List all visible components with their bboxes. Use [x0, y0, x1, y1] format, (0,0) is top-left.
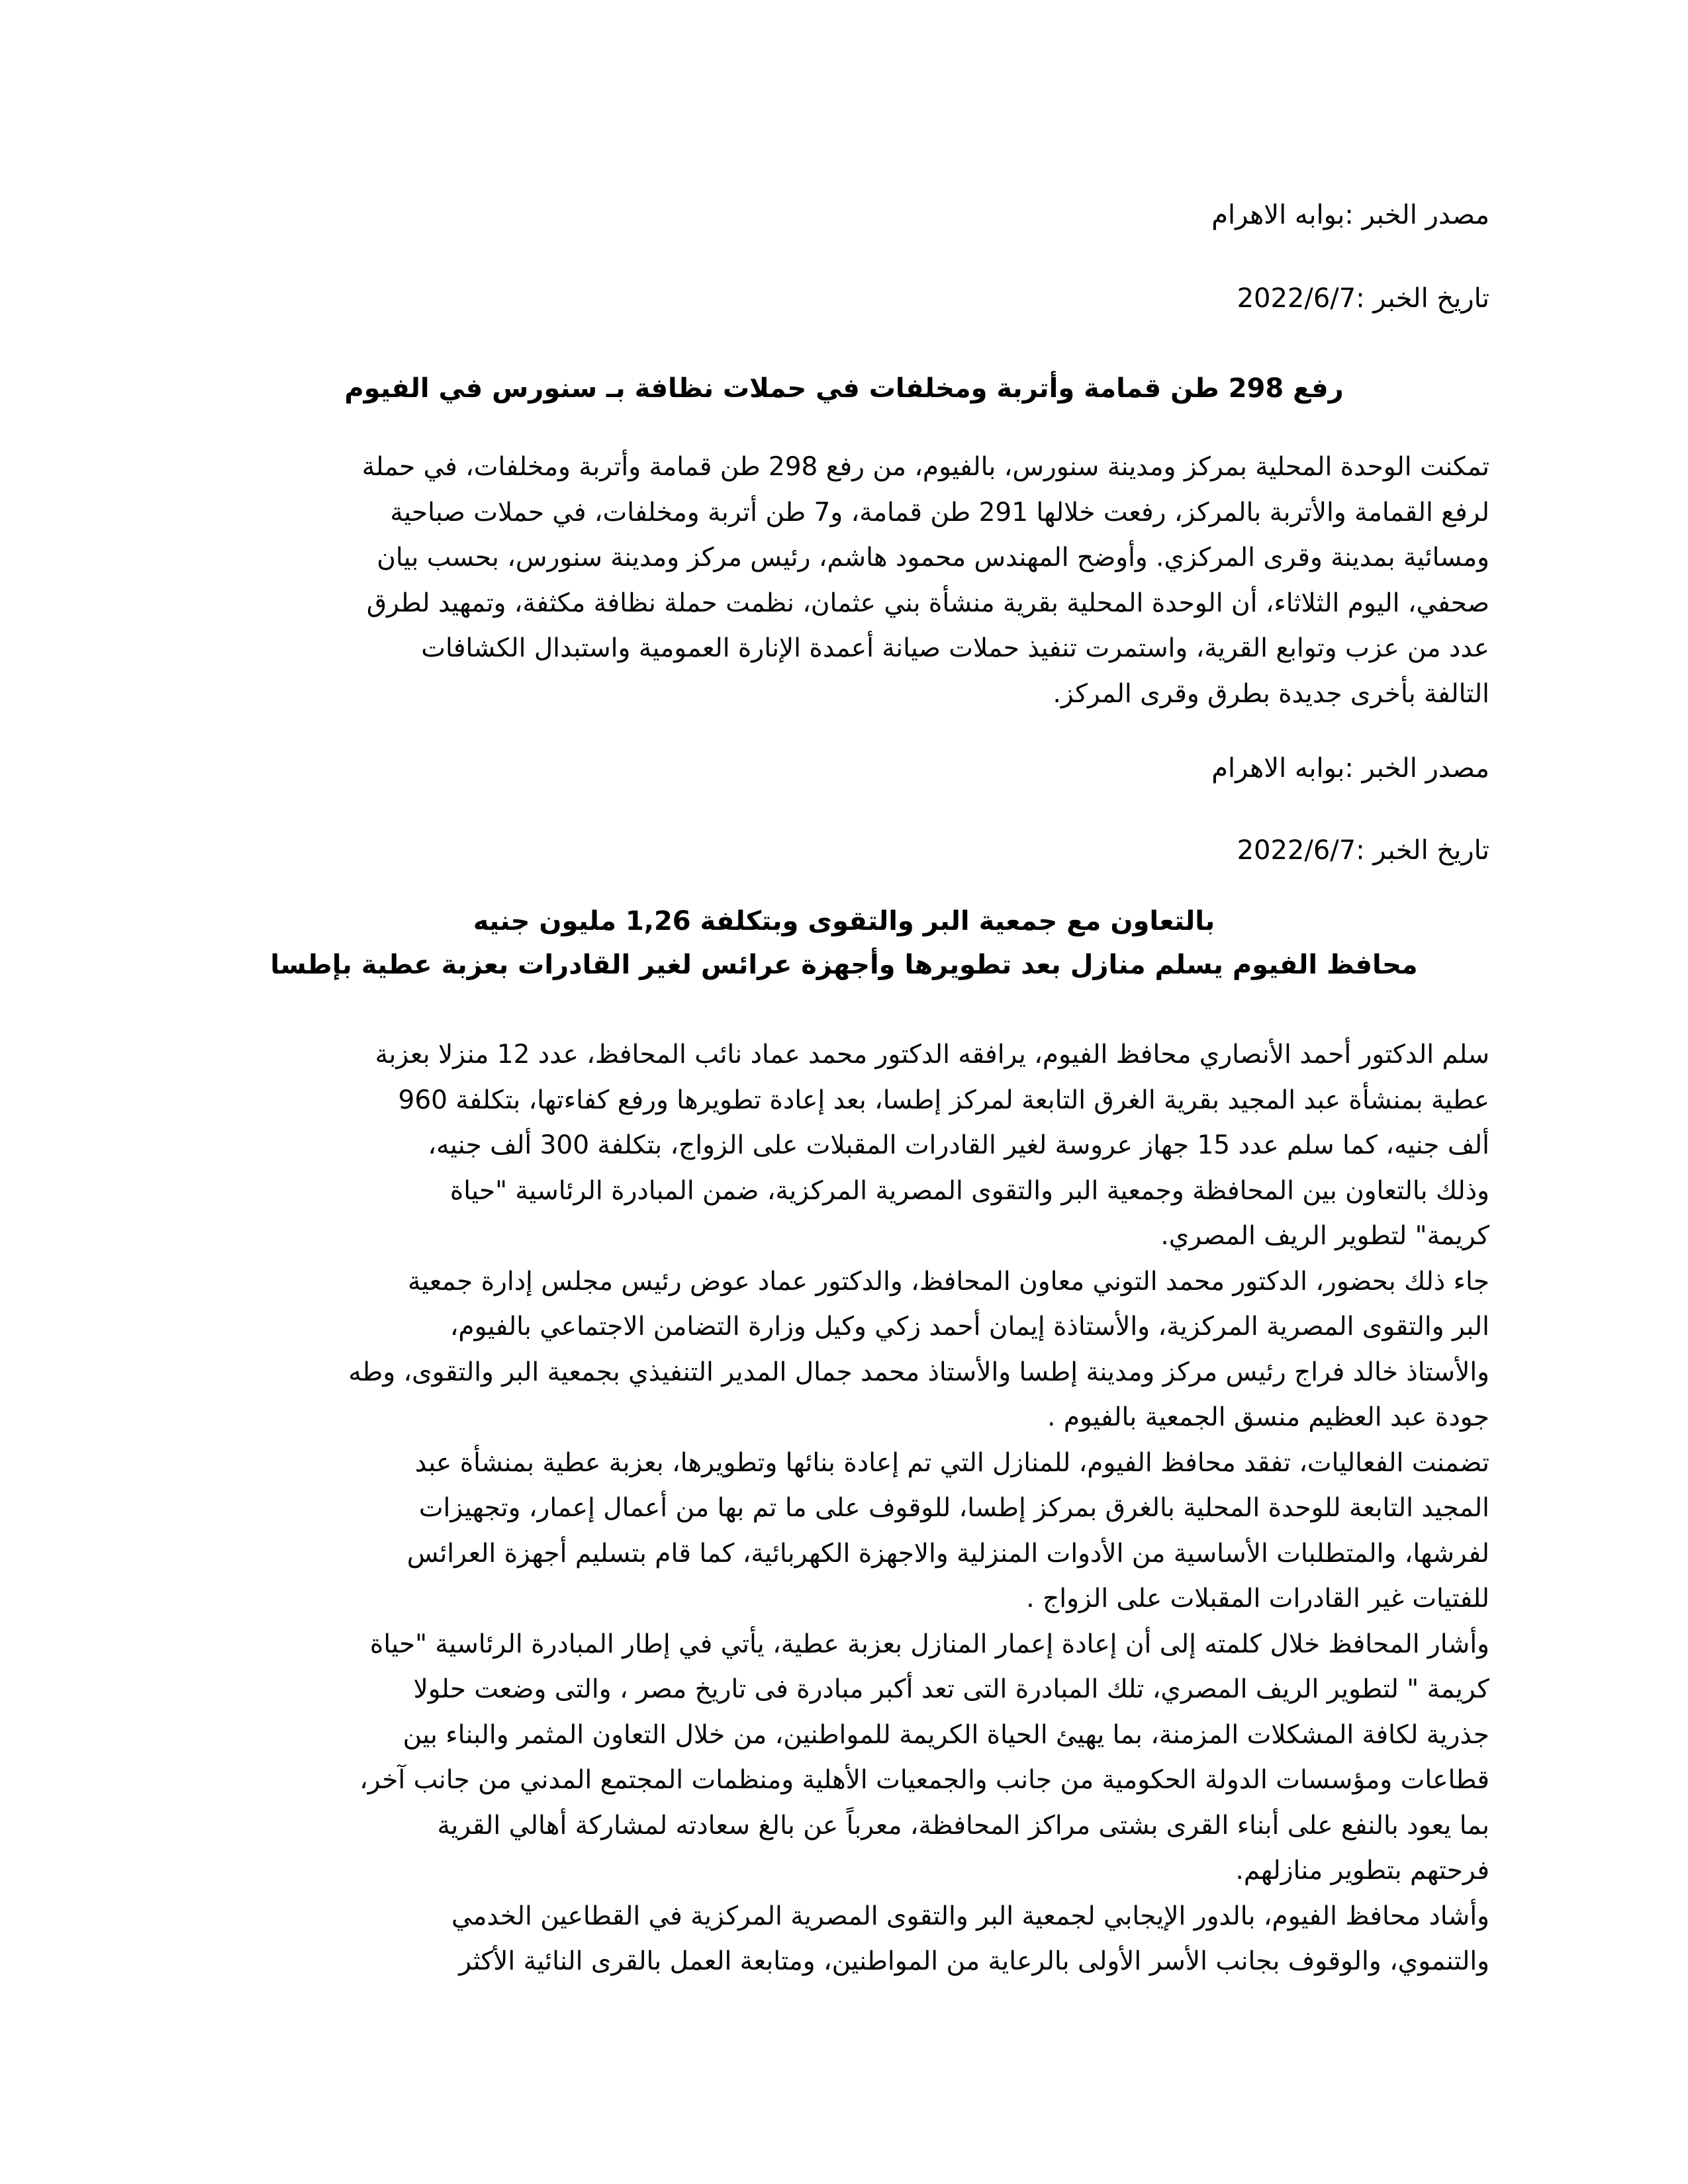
news-date: تاريخ الخبر :2022/6/7 — [1237, 835, 1489, 866]
paragraph-line: والتنموي، والوقوف بجانب الأسر الأولى بالرعاية من المواطنين، ومتابعة العمل بالقرى النائية الأكثر — [459, 1946, 1489, 1976]
article-kicker: بالتعاون مع جمعية البر والتقوى وبتكلفة 1,26 مليون جنيه — [473, 906, 1215, 936]
paragraph-line: والأستاذ خالد فراج رئيس مركز ومدينة إطسا والأستاذ محمد جمال المدير التنفيذي بجمعية البر والتقوى، وطه — [348, 1357, 1489, 1387]
paragraph-line: فرحتهم بتطوير منازلهم. — [1235, 1856, 1489, 1886]
paragraph-line: قطاعات ومؤسسات الدولة الحكومية من جانب والجمعيات الأهلية ومنظمات المجتمع المدني من جانب آخر، — [359, 1765, 1489, 1795]
paragraph-line: بما يعود بالنفع على أبناء القرى بشتى مراكز المحافظة، معرباً عن بالغ سعادته لمشاركة أهالي القرية — [437, 1810, 1489, 1841]
news-date: تاريخ الخبر :2022/6/7 — [1237, 283, 1489, 314]
paragraph-line: صحفي، اليوم الثلاثاء، أن الوحدة المحلية بقرية منشأة بني عثمان، نظمت حملة نظافة مكثفة، وتمهيد لطرق — [366, 588, 1489, 618]
paragraph-line: لفرشها، والمتطلبات الأساسية من الأدوات المنزلية والاجهزة الكهربائية، كما قام بتسليم أجهزة العرائس — [406, 1538, 1489, 1569]
paragraph-line: وأشاد محافظ الفيوم، بالدور الإيجابي لجمعية البر والتقوى المصرية المركزية في القطاعين الخدمي — [451, 1901, 1489, 1931]
paragraph-line: المجيد التابعة للوحدة المحلية بالغرق بمركز إطسا، للوقوف على ما تم بها من أعمال إعمار، وتجهيزات — [418, 1493, 1489, 1523]
news-source: مصدر الخبر :بوابه الاهرام — [1211, 753, 1489, 784]
paragraph-line: تضمنت الفعاليات، تفقد محافظ الفيوم، للمنازل التي تم إعادة بنائها وتطويرها، بعزبة عطية بمنشأة عبد — [414, 1447, 1489, 1478]
paragraph-line: كريمة " لتطوير الريف المصري، تلك المبادرة التى تعد أكبر مبادرة فى تاريخ مصر ، والتى وضعت حلولا — [413, 1674, 1489, 1704]
article-body — [199, 1032, 1489, 1985]
paragraph-line: وذلك بالتعاون بين المحافظة وجمعية البر والتقوى المصرية المركزية، ضمن المبادرة الرئاسية "حياة — [449, 1175, 1489, 1206]
paragraph-line: سلم الدكتور أحمد الأنصاري محافظ الفيوم، يرافقه الدكتور محمد عماد نائب المحافظ، عدد 12 منزلا بعزبة — [375, 1040, 1489, 1069]
paragraph-line: وأشار المحافظ خلال كلمته إلى أن إعادة إعمار المنازل بعزبة عطية، يأتي في إطار المبادرة الرئاسية "حياة — [369, 1629, 1489, 1659]
paragraph-line: ألف جنيه، كما سلم عدد 15 جهاز عروسة لغير القادرات المقبلات على الزواج، بتكلفة 300 ألف جنيه، — [428, 1130, 1489, 1160]
paragraph-line: عطية بمنشأة عبد المجيد بقرية الغرق التابعة لمركز إطسا، بعد إعادة تطويرها ورفع كفاءتها، بتكلفة 960 — [398, 1085, 1489, 1115]
paragraph-line: ومسائية بمدينة وقرى المركزي. وأوضح المهندس محمود هاشم، رئيس مركز ومدينة سنورس، بحسب بيان — [377, 543, 1489, 572]
paragraph-line: جذرية لكافة المشكلات المزمنة، بما يهيئ الحياة الكريمة للمواطنين، من خلال التعاون المثمر والبناء بين — [402, 1719, 1489, 1750]
paragraph-line: البر والتقوى المصرية المركزية، والأستاذة إيمان أحمد زكي وكيل وزارة التضامن الاجتماعي بالفيوم، — [449, 1312, 1489, 1342]
paragraph-line: كريمة" لتطوير الريف المصري. — [1160, 1221, 1489, 1251]
paragraph-line: جاء ذلك بحضور، الدكتور محمد التوني معاون المحافظ، والدكتور عماد عوض رئيس مجلس إدارة جمعية — [408, 1266, 1489, 1297]
paragraph-line: التالفة بأخرى جديدة بطرق وقرى المركز. — [1053, 678, 1489, 709]
paragraph-line: عدد من عزب وتوابع القرية، واستمرت تنفيذ حملات صيانة أعمدة الإنارة العمومية واستبدال الكشافات — [421, 633, 1489, 663]
article-headline: رفع 298 طن قمامة وأتربة ومخلفات في حملات نظافة بـ سنورس في الفيوم — [344, 373, 1344, 404]
article-body — [199, 445, 1489, 717]
news-source: مصدر الخبر :بوابه الاهرام — [1211, 200, 1489, 230]
paragraph-line: لرفع القمامة والأتربة بالمركز، رفعت خلالها 291 طن قمامة، و7 طن أتربة ومخلفات، في حملات صباحية — [390, 497, 1489, 527]
paragraph-line: جودة عبد العظيم منسق الجمعية بالفيوم . — [1047, 1402, 1489, 1432]
paragraph-line: تمكنت الوحدة المحلية بمركز ومدينة سنورس، بالفيوم، من رفع 298 طن قمامة وأتربة ومخلفات، في حملة — [361, 452, 1489, 482]
paragraph-line: للفتيات غير القادرات المقبلات على الزواج . — [1026, 1584, 1489, 1614]
article-headline: محافظ الفيوم يسلم منازل بعد تطويرها وأجهزة عرائس لغير القادرات بعزبة عطية بإطسا — [270, 950, 1418, 980]
